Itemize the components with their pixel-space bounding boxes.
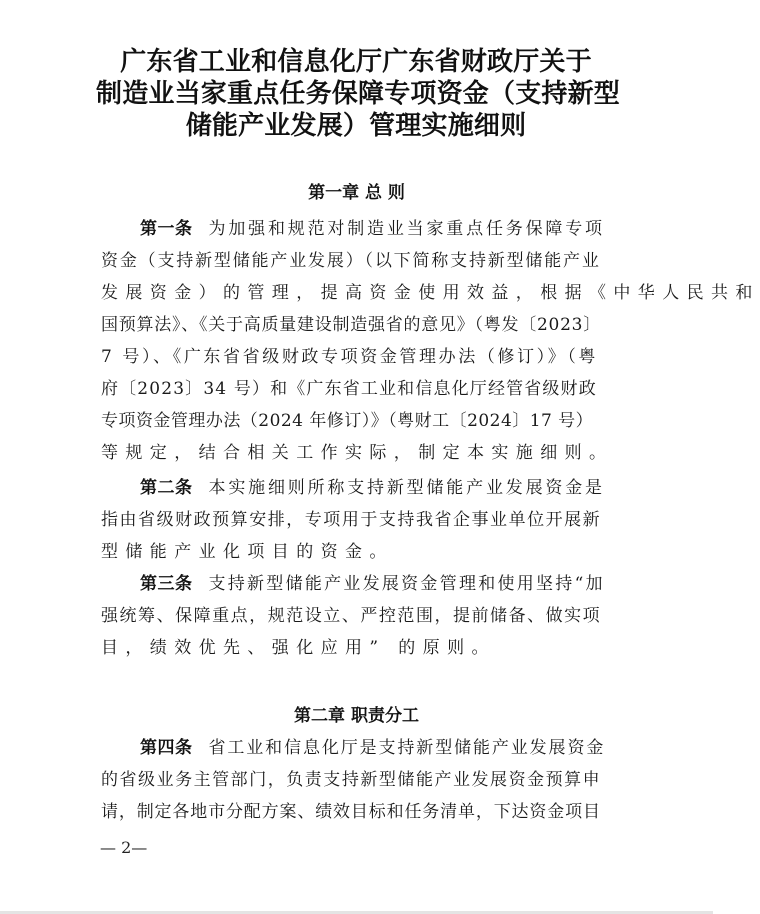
article-line: 型储能产业化项目的资金。	[101, 542, 394, 562]
title-line: 广东省工业和信息化厅广东省财政厅关于	[120, 47, 592, 77]
article-line: 资金（支持新型储能产业发展）（以下简称支持新型储能产业	[101, 251, 601, 271]
article-line: 目，绩效优先、强化应用” 的原则。	[101, 638, 496, 658]
chapter-heading-2: 第二章 职责分工	[294, 706, 419, 726]
article-text: 为加强和规范对制造业当家重点任务保障专项	[208, 219, 605, 239]
article-line: 强统筹、保障重点，规范设立、严控范围，提前储备、做实项	[101, 606, 602, 626]
article-line: 7 号）、《广东省省级财政专项资金管理办法（修订）》（粤	[101, 347, 599, 367]
page-number: — 2—	[100, 838, 148, 857]
article-3-first-line	[140, 568, 613, 600]
article-line: 发展资金）的管理，提高资金使用效益，根据《中华人民共和	[101, 283, 760, 303]
article-line: 请，制定各地市分配方案、绩效目标和任务清单，下达资金项目	[101, 802, 601, 822]
article-1-first-line	[140, 213, 613, 245]
article-line: 国预算法》、《关于高质量建设制造强省的意见》（粤发〔2023〕	[101, 315, 601, 335]
article-2-first-line	[140, 472, 613, 504]
article-text: 省工业和信息化厅是支持新型储能产业发展资金	[208, 738, 606, 758]
article-line: 的省级业务主管部门，负责支持新型储能产业发展资金预算申	[101, 770, 602, 790]
article-line: 府〔2023〕34 号）和《广东省工业和信息化厅经管省级财政	[101, 379, 597, 399]
article-label: 第一条	[140, 219, 193, 239]
article-text: 本实施细则所称支持新型储能产业发展资金是	[208, 478, 605, 498]
chapter-heading-1: 第一章 总 则	[308, 183, 405, 203]
document-title	[96, 46, 621, 142]
article-label: 第三条	[140, 574, 193, 594]
title-line: 制造业当家重点任务保障专项资金（支持新型	[96, 79, 621, 109]
article-line: 专项资金管理办法（2024 年修订）》（粤财工〔2024〕17 号）	[101, 411, 594, 431]
article-line: 等规定，结合相关工作实际，制定本实施细则。	[101, 443, 614, 463]
article-label: 第四条	[140, 738, 193, 758]
title-line: 储能产业发展）管理实施细则	[185, 111, 527, 141]
article-text: 支持新型储能产业发展资金管理和使用坚持“加	[208, 574, 605, 594]
article-4-first-line	[140, 732, 613, 764]
article-line: 指由省级财政预算安排，专项用于支持我省企事业单位开展新	[101, 510, 602, 530]
article-label: 第二条	[140, 478, 193, 498]
